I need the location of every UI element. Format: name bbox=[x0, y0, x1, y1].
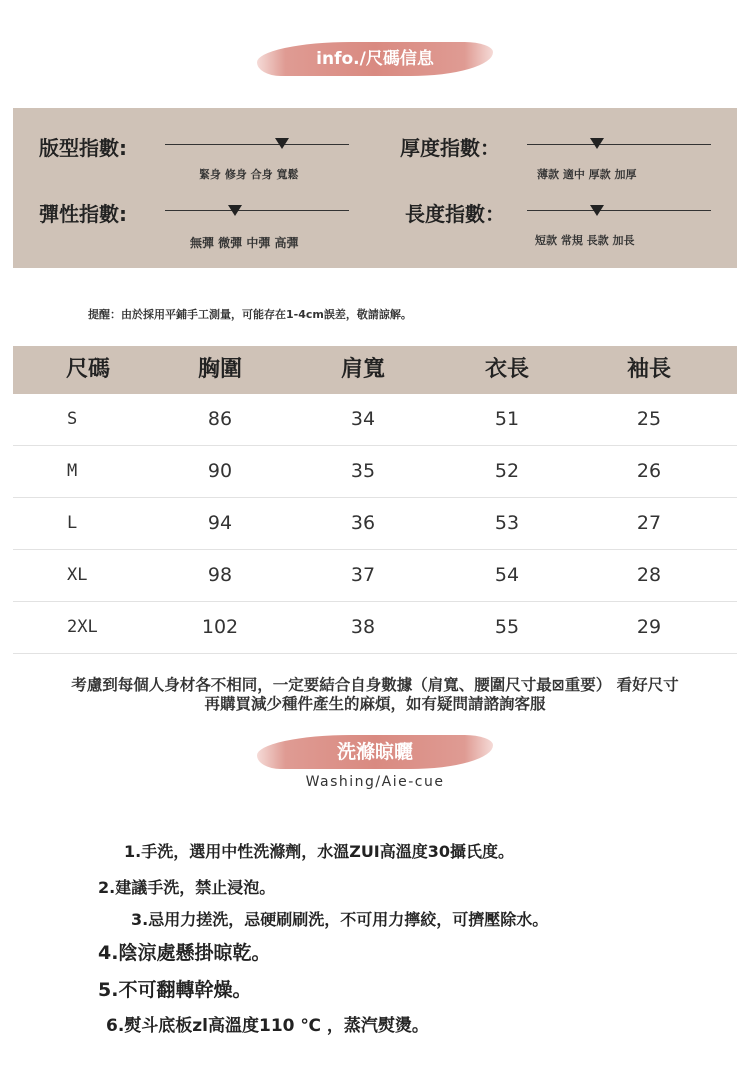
cell-size: XL bbox=[67, 565, 88, 585]
header-size: 尺碼 bbox=[65, 357, 110, 382]
info-banner-text: info./尺碼信息 bbox=[316, 49, 434, 69]
cell-size: 2XL bbox=[67, 617, 98, 637]
length-index-marker bbox=[590, 205, 604, 216]
wash-instruction: 1.手洗，選用中性洗滌劑，水溫ZUI高溫度30攝氏度。 bbox=[124, 842, 515, 861]
cell-sleeve: 28 bbox=[636, 564, 662, 586]
cell-length: 55 bbox=[494, 616, 520, 638]
length-index-line bbox=[527, 210, 711, 211]
elasticity-index-label: 彈性指數: bbox=[39, 202, 127, 226]
cell-sleeve: 27 bbox=[636, 512, 662, 534]
table-row bbox=[13, 394, 737, 446]
cell-length: 53 bbox=[494, 512, 520, 534]
cell-size: S bbox=[67, 409, 78, 429]
header-shoulder: 肩寬 bbox=[340, 357, 385, 382]
cell-chest: 102 bbox=[201, 616, 239, 638]
cell-length: 52 bbox=[494, 460, 520, 482]
size-table bbox=[13, 346, 737, 654]
cell-chest: 94 bbox=[207, 512, 233, 534]
fit-index-line bbox=[165, 144, 349, 145]
cell-chest: 98 bbox=[207, 564, 233, 586]
table-row bbox=[13, 498, 737, 550]
cell-chest: 86 bbox=[207, 408, 233, 430]
elasticity-index-scale: 無彈 微彈 中彈 高彈 bbox=[190, 236, 299, 250]
cell-shoulder: 38 bbox=[350, 616, 376, 638]
length-index-label: 長度指數： bbox=[405, 202, 505, 226]
cell-sleeve: 26 bbox=[636, 460, 662, 482]
table-row bbox=[13, 446, 737, 498]
cell-sleeve: 29 bbox=[636, 616, 662, 638]
table-row bbox=[13, 550, 737, 602]
elasticity-index-line bbox=[165, 210, 349, 211]
thickness-index-label: 厚度指數： bbox=[400, 136, 500, 160]
length-index-scale: 短款 常規 長款 加長 bbox=[535, 234, 635, 247]
table-row bbox=[13, 602, 737, 654]
fit-index-marker bbox=[275, 138, 289, 149]
cell-shoulder: 36 bbox=[350, 512, 376, 534]
thickness-index-scale: 薄款 適中 厚款 加厚 bbox=[537, 168, 637, 181]
wash-instruction: 6.熨斗底板zl高溫度110 ℃ ，蒸汽熨燙。 bbox=[106, 1016, 429, 1036]
cell-size: L bbox=[67, 513, 78, 533]
cell-shoulder: 37 bbox=[350, 564, 376, 586]
cell-shoulder: 35 bbox=[350, 460, 376, 482]
cell-length: 51 bbox=[494, 408, 520, 430]
washing-banner bbox=[257, 735, 493, 769]
thickness-index-marker bbox=[590, 138, 604, 149]
fit-index-scale: 緊身 修身 合身 寬鬆 bbox=[199, 168, 299, 181]
size-table-header bbox=[13, 346, 737, 394]
fit-index-panel bbox=[13, 108, 737, 268]
cell-chest: 90 bbox=[207, 460, 233, 482]
header-chest: 胸圍 bbox=[197, 357, 242, 382]
thickness-index-line bbox=[527, 144, 711, 145]
info-banner bbox=[257, 42, 493, 76]
measurement-notice: 提醒：由於採用平鋪手工測量，可能存在1-4cm誤差，敬請諒解。 bbox=[88, 308, 412, 321]
header-length: 衣長 bbox=[484, 357, 529, 382]
cell-length: 54 bbox=[494, 564, 520, 586]
fit-index-label: 版型指數: bbox=[39, 136, 127, 160]
cell-shoulder: 34 bbox=[350, 408, 376, 430]
cell-sleeve: 25 bbox=[636, 408, 662, 430]
cell-size: M bbox=[67, 461, 78, 481]
washing-banner-text: 洗滌晾曬 bbox=[336, 741, 413, 763]
elasticity-index-marker bbox=[228, 205, 242, 216]
size-advice-line2: 再購買減少種件產生的麻煩，如有疑問請諮詢客服 bbox=[204, 695, 546, 713]
wash-instruction: 5.不可翻轉幹燥。 bbox=[98, 979, 252, 1001]
header-sleeve: 袖長 bbox=[626, 357, 671, 382]
wash-instruction: 3.忌用力搓洗，忌硬刷刷洗，不可用力擰絞，可擠壓除水。 bbox=[131, 910, 549, 929]
wash-instruction: 4.陰涼處懸掛晾乾。 bbox=[98, 942, 271, 964]
size-advice bbox=[0, 676, 750, 714]
size-advice-line1: 考慮到每個人身材各不相同，一定要結合自身數據（肩寬、腰圍尺寸最⊠重要） 看好尺寸 bbox=[71, 676, 679, 694]
wash-instruction: 2.建議手洗，禁止浸泡。 bbox=[98, 878, 276, 897]
washing-subtitle: Washing/Aie-cue bbox=[305, 774, 445, 790]
